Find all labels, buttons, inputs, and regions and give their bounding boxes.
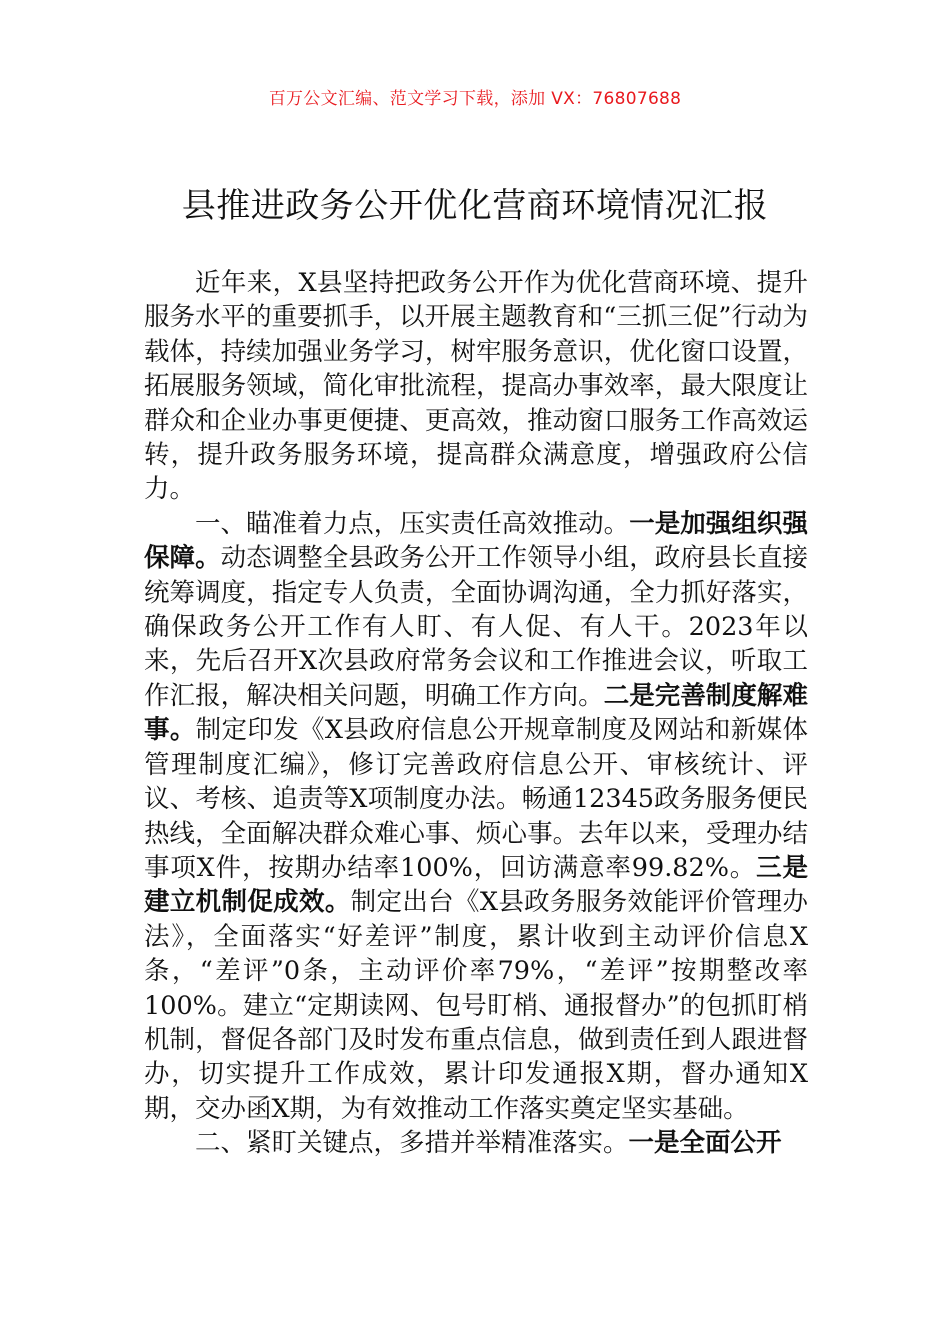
section-2-paragraph: [144, 1126, 808, 1160]
section-1-paragraph: [144, 507, 808, 1126]
section-1-point-3-title: 三是建立机制促成效。: [144, 852, 808, 918]
section-1-point-3-text: 制定出台《X县政务服务效能评价管理办法》，全面落实“好差评”制度，累计收到主动评价信息X条，“差评”0条，主动评价率79%，“差评”按期整改率100%。建立“定期读网、包号盯梢、通报督办”的包抓盯梢机制，督促各部门及时发布重点信息，做到责任到人跟进督办，切实提升工作成效，累计印发通报X期，督办通知X期，交办函X期，为有效推动工作落实奠定坚实基础。: [144, 887, 808, 1124]
section-1-heading: 一、瞄准着力点，压实责任高效推动。: [195, 508, 630, 539]
intro-paragraph: 近年来，X县坚持把政务公开作为优化营商环境、提升服务水平的重要抓手，以开展主题教育和“三抓三促”行动为载体，持续加强业务学习，树牢服务意识，优化窗口设置，拓展服务领域，简化审批流程，提高办事效率，最大限度让群众和企业办事更便捷、更高效，推动窗口服务工作高效运转，提升政务服务环境，提高群众满意度，增强政府公信力。: [144, 268, 808, 505]
section-1-point-1-text: 动态调整全县政务公开工作领导小组，政府县长直接统筹调度，指定专人负责，全面协调沟通，全力抓好落实，确保政务公开工作有人盯、有人促、有人干。2023年以来，先后召开X次县政府常务会议和工作推进会议，听取工作汇报，解决相关问题，明确工作方向。: [144, 543, 808, 711]
document-body: [144, 266, 808, 1161]
section-1-point-2-text: 制定印发《X县政府信息公开规章制度及网站和新媒体管理制度汇编》，修订完善政府信息公开、审核统计、评议、考核、追责等X项制度办法。畅通12345政务服务便民热线，全面解决群众难心事、烦心事。去年以来，受理办结事项X件，按期办结率100%，回访满意率99.82%。: [144, 715, 808, 883]
section-2-heading: 二、紧盯关键点，多措并举精准落实。: [195, 1128, 629, 1159]
section-2-point-1-title: 一是全面公开: [628, 1128, 782, 1159]
download-notice: 百万公文汇编、范文学习下载，添加 VX：76807688: [268, 89, 682, 109]
document-title: 县推进政务公开优化营商环境情况汇报: [181, 186, 769, 226]
section-1-point-1-title: 一是加强组织强保障。: [144, 508, 808, 574]
section-1-point-2-title: 二是完善制度解难事。: [144, 680, 808, 746]
